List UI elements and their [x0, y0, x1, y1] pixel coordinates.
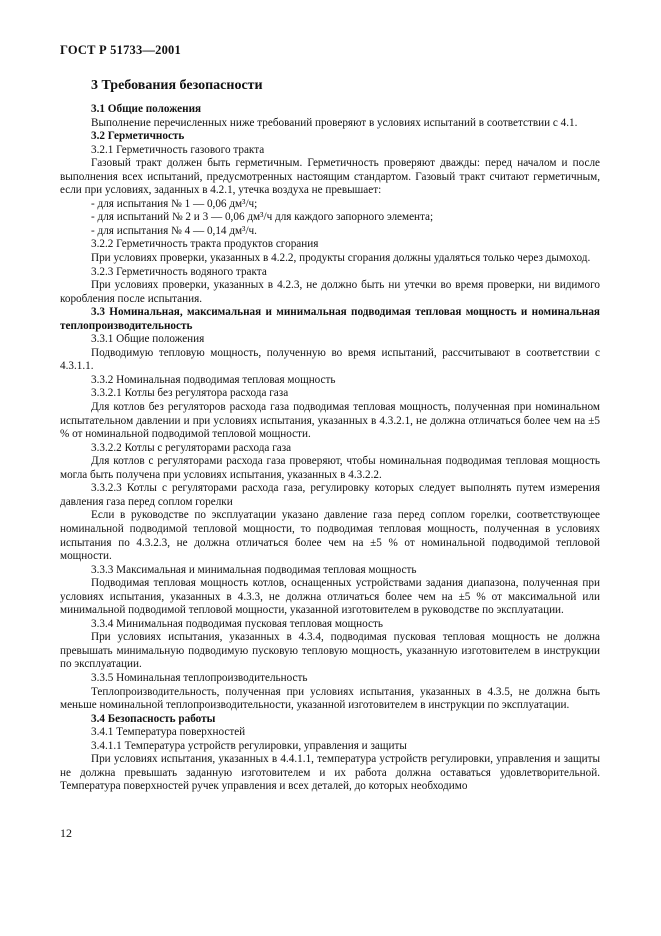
section-heading: 3.4 Безопасность работы — [91, 712, 216, 725]
paragraph: 3.3.4 Минимальная подводимая пусковая тепловая мощность — [91, 617, 383, 630]
document-body — [60, 103, 600, 794]
paragraph: Выполнение перечисленных ниже требований проверяют в условиях испытаний в соответствии с 4.1. — [91, 116, 578, 129]
paragraph: Для котлов без регуляторов расхода газа подводимая тепловая мощность, полученная при номинальном испытательном давлении и при условиях испытания, указанных в 4.3.2.1, не должна отличаться более чем на ±5 % от номинальной подводимой тепловой мощности. — [60, 401, 600, 441]
paragraph: 3.3.1 Общие положения — [91, 333, 205, 346]
paragraph: 3.3.2.1 Котлы без регулятора расхода газа — [91, 387, 289, 400]
section-heading: 3.3 Номинальная, максимальная и минимальная подводимая тепловая мощность и номинальная теплопроизводительность — [60, 306, 600, 332]
paragraph: 3.3.5 Номинальная теплопроизводительность — [91, 671, 308, 684]
section-title: 3 Требования безопасности — [91, 78, 263, 93]
paragraph: Теплопроизводительность, полученная при условиях испытания, указанных в 4.3.5, не должна быть меньше номинальной теплопроизводительности, указанной изготовителем в инструкции по эксплуатации. — [60, 685, 600, 712]
paragraph: Подводимую тепловую мощность, полученную во время испытаний, рассчитывают в соответствии с 4.3.1.1. — [60, 346, 600, 373]
paragraph: Если в руководстве по эксплуатации указано давление газа перед соплом горелки, соответствующее номинальной подводимой тепловой мощности, то подводимая тепловая мощность, полученная в условиях испытания по 4.3.2.3, не должна отличаться более чем на ±5 % от номинальной подводимой тепловой мощности. — [60, 509, 600, 563]
paragraph: Для котлов с регуляторами расхода газа проверяют, чтобы номинальная подводимая тепловая мощность могла быть получена при условиях испытания, указанных в 4.3.2.2. — [60, 455, 600, 481]
paragraph: 3.3.2.3 Котлы с регуляторами расхода газа, регулировку которых следует выполнять путем измерения давления газа перед соплом горелки — [60, 482, 600, 508]
paragraph: 3.4.1 Температура поверхностей — [91, 726, 246, 739]
paragraph: 3.2.1 Герметичность газового тракта — [91, 143, 265, 156]
document-header: ГОСТ Р 51733—2001 — [60, 43, 181, 57]
paragraph: 3.3.2.2 Котлы с регуляторами расхода газа — [91, 441, 292, 454]
paragraph: Подводимая тепловая мощность котлов, оснащенных устройствами задания диапазона, полученная при условиях испытания, указанных в 4.3.3, не должна отличаться более чем на ±5 % от максимальной или минимальной подводимой тепловой мощности, указанной изготовителем в руководстве по эксплуатации. — [60, 577, 600, 617]
paragraph: - для испытаний № 2 и 3 — 0,06 дм³/ч для каждого запорного элемента; — [91, 211, 434, 224]
paragraph: При условиях испытания, указанных в 4.3.4, подводимая пусковая тепловая мощность не должна превышать минимальную подводимую пусковую тепловую мощность, указанную изготовителем в инструкции по эксплуатации. — [60, 631, 600, 671]
paragraph: 3.3.3 Максимальная и минимальная подводимая тепловая мощность — [91, 563, 417, 576]
paragraph: При условиях испытания, указанных в 4.4.1.1, температура устройств регулировки, управления и защиты не должна превышать заданную изготовителем и их работа должна оставаться удовлетворительной. Температура поверхностей ручек управления и всех деталей, до которых необходимо — [60, 753, 600, 793]
paragraph: 3.2.3 Герметичность водяного тракта — [91, 265, 267, 278]
section-heading: 3.1 Общие положения — [91, 103, 202, 115]
section-heading: 3.2 Герметичность — [91, 130, 185, 143]
paragraph: При условиях проверки, указанных в 4.2.2, продукты сгорания должны удаляться только через дымоход. — [91, 252, 591, 265]
paragraph: - для испытания № 4 — 0,14 дм³/ч. — [91, 224, 257, 237]
paragraph: 3.4.1.1 Температура устройств регулировки, управления и защиты — [91, 739, 407, 752]
paragraph: 3.3.2 Номинальная подводимая тепловая мощность — [91, 373, 336, 386]
paragraph: 3.2.2 Герметичность тракта продуктов сгорания — [91, 238, 319, 251]
paragraph: При условиях проверки, указанных в 4.2.3, не должно быть ни утечки во время проверки, ни видимого коробления после испытания. — [60, 279, 600, 305]
page-number: 12 — [60, 826, 72, 840]
paragraph: - для испытания № 1 — 0,06 дм³/ч; — [91, 197, 258, 210]
paragraph: Газовый тракт должен быть герметичным. Герметичность проверяют дважды: перед началом и после выполнения всех испытаний, предусмотренных настоящим стандартом. Газовый тракт считают герметичным, если при условиях, заданных в 4.2.1, утечка воздуха не превышает: — [60, 157, 600, 197]
